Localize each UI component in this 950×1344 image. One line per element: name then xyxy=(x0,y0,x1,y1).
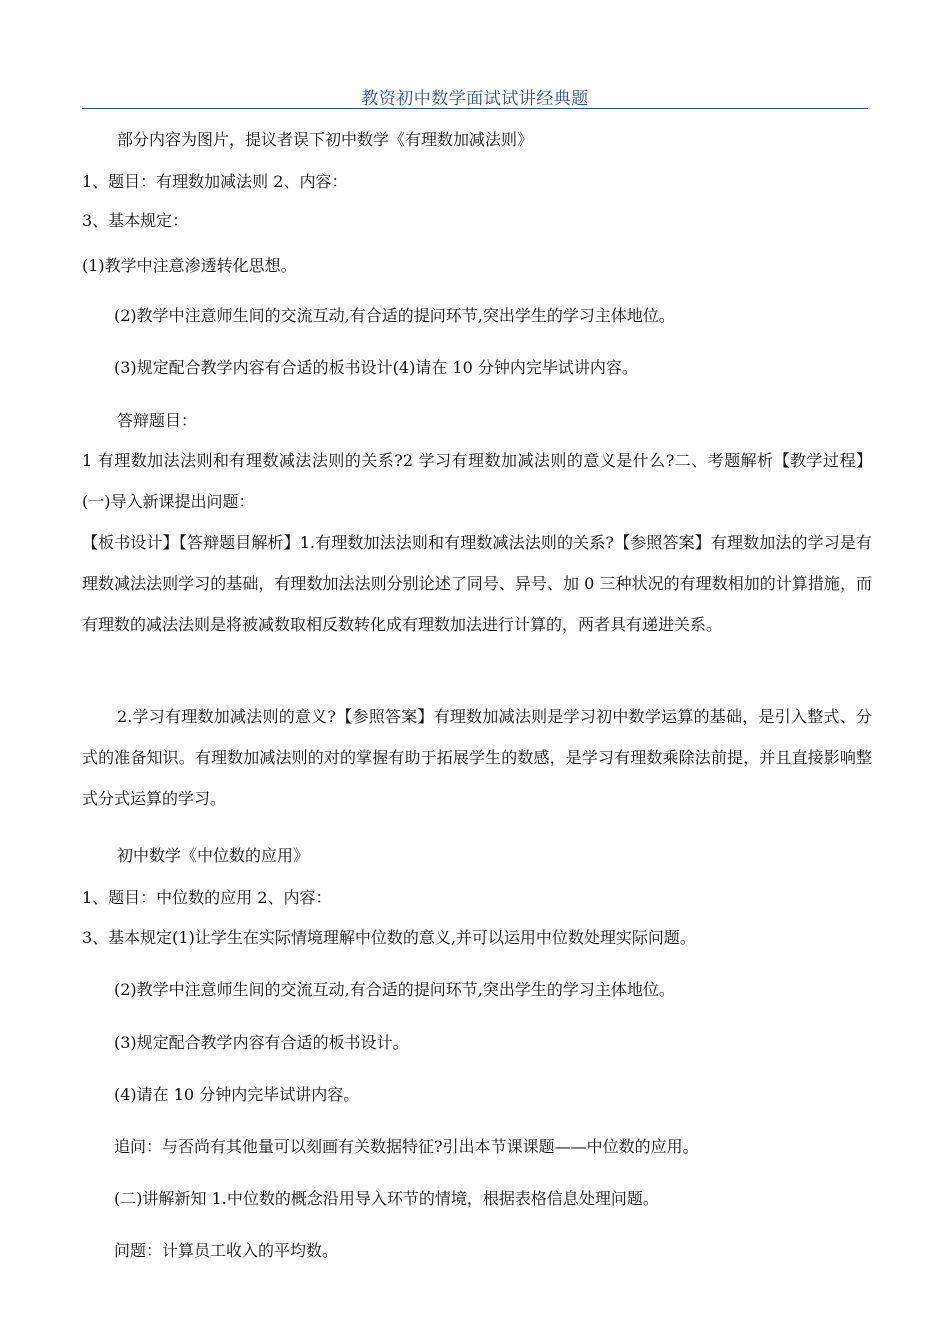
paragraph-basic-requirements: 3、基本规定： xyxy=(82,211,189,230)
paragraph-median-title: 初中数学《中位数的应用》 xyxy=(117,846,310,865)
paragraph-median-requirement-3: (3)规定配合教学内容有合适的板书设计。 xyxy=(114,1033,409,1052)
header-divider xyxy=(82,108,868,109)
paragraph-follow-up-question: 追问：与否尚有其他量可以刻画有关数据特征?引出本节课课题——中位数的应用。 xyxy=(114,1137,699,1156)
paragraph-answer-1: 【板书设计】【答辩题目解析】1.有理数加法法则和有理数减法法则的关系?【参照答案】有理数加法的学习是有理数减法法则学习的基础，有理数加法法则分别论述了同号、异号、加 0 三种状况的有理数相加的计算措施，而有理数的减法法则是将被减数取相反数转化成有理数加法进行计算的，两者具有递进关系。 xyxy=(82,533,872,634)
paragraph-requirement-3-4: (3)规定配合教学内容有合适的板书设计(4)请在 10 分钟内完毕试讲内容。 xyxy=(114,358,638,377)
paragraph-median-requirement-1: 3、基本规定(1)让学生在实际情境理解中位数的意义,并可以运用中位数处理实际问题。 xyxy=(82,928,696,947)
paragraph-topic-content: 1、题目：有理数加减法则 2、内容： xyxy=(82,172,348,191)
paragraph-new-knowledge: (二)讲解新知 1.中位数的概念沿用导入环节的情境，根据表格信息处理问题。 xyxy=(114,1189,659,1208)
paragraph-answer-2: 2.学习有理数加减法则的意义?【参照答案】有理数加减法则是学习初中数学运算的基础，是引入整式、分式的准备知识。有理数加减法则的对的掌握有助于拓展学生的数感，是学习有理数乘除法前提，并且直接影响整式分式运算的学习。 xyxy=(82,707,872,808)
page-header-title: 教资初中数学面试试讲经典题 xyxy=(361,89,589,109)
paragraph-defense-questions-heading: 答辩题目： xyxy=(117,411,198,430)
paragraph-median-requirement-4: (4)请在 10 分钟内完毕试讲内容。 xyxy=(114,1085,360,1104)
paragraph-median-requirement-2: (2)教学中注意师生间的交流互动,有合适的提问环节,突出学生的学习主体地位。 xyxy=(114,980,675,999)
paragraph-intro: 部分内容为图片，提议者误下初中数学《有理数加减法则》 xyxy=(117,130,534,149)
paragraph-median-topic: 1、题目：中位数的应用 2、内容： xyxy=(82,888,332,907)
paragraph-defense-questions: 1 有理数加法法则和有理数减法法则的关系?2 学习有理数加减法则的意义是什么?二、考题解析【教学过程】(一)导入新课提出问题： xyxy=(82,451,872,511)
paragraph-requirement-2: (2)教学中注意师生间的交流互动,有合适的提问环节,突出学生的学习主体地位。 xyxy=(114,306,675,325)
paragraph-requirement-1: (1)教学中注意渗透转化思想。 xyxy=(82,256,297,275)
paragraph-question-average: 问题：计算员工收入的平均数。 xyxy=(114,1241,339,1260)
